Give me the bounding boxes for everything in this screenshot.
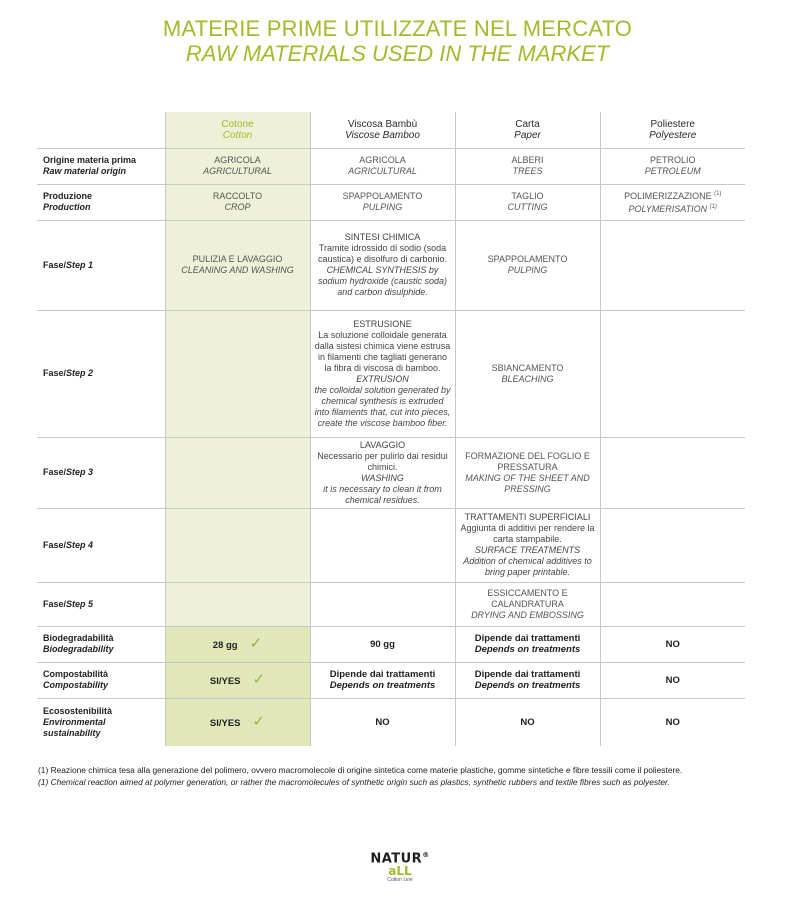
row-label: Origine materia prima Raw material origin xyxy=(37,148,165,184)
cell: NO xyxy=(665,716,680,728)
check-icon: ✓ xyxy=(252,712,266,730)
cell: NO xyxy=(310,698,455,746)
row-step2 xyxy=(37,310,745,437)
col-cotton: Cotone Cotton xyxy=(165,112,310,148)
cell xyxy=(600,437,745,508)
cell xyxy=(600,582,745,626)
cell: SPAPPOLAMENTO PULPING xyxy=(455,220,600,310)
cell: FORMAZIONE DEL FOGLIO E PRESSATURA MAKING OF THE SHEET AND PRESSING xyxy=(455,437,600,508)
row-label: Fase/Step 4 xyxy=(37,508,165,582)
corner-cell xyxy=(37,112,165,148)
cell: AGRICOLA AGRICULTURAL xyxy=(165,148,310,184)
cell: Dipende dai trattamenti Depends on treatments xyxy=(455,662,600,698)
row-step5 xyxy=(37,582,745,626)
footnote-it: (1) Reazione chimica tesa alla generazione del polimero, ovvero macromolecole di origine sintetica come materie plastiche, gomme sintetiche e fibre tessili come il poliestere. xyxy=(38,765,683,775)
cell xyxy=(310,582,455,626)
row-label: Biodegradabilità Biodegradability xyxy=(37,626,165,662)
col-polyester: Poliestere Polyestere xyxy=(600,112,745,148)
row-label: Compostabilità Compostability xyxy=(37,662,165,698)
cell xyxy=(600,220,745,310)
cell: ESSICCAMENTO E CALANDRATURA DRYING AND EMBOSSING xyxy=(455,582,600,626)
cell: RACCOLTO CROP xyxy=(165,184,310,220)
row-label: Fase/Step 2 xyxy=(37,310,165,437)
cell: Dipende dai trattamenti Depends on treatments xyxy=(455,626,600,662)
cell: NO xyxy=(600,626,745,662)
col-paper: Carta Paper xyxy=(455,112,600,148)
cell: SINTESI CHIMICA Tramite idrossido di sodio (soda caustica) e disolfuro di carbonio. CHEMICAL SYNTHESIS by sodium hydroxide (caustic soda) and carbon disulphide. xyxy=(310,220,455,310)
cell: SI/YES ✓ xyxy=(165,662,310,698)
cell: LAVAGGIO Necessario per pulirlo dai residui chimici. WASHING it is necessary to clean it from chemical residues. xyxy=(310,437,455,508)
row-label: Fase/Step 5 xyxy=(37,582,165,626)
page-title: MATERIE PRIME UTILIZZATE NEL MERCATO xyxy=(162,16,633,41)
materials-table xyxy=(37,112,745,746)
brand-logo: NATUR® aLL Cotton Line xyxy=(370,851,430,884)
row-origin xyxy=(37,148,745,184)
page-subtitle: RAW MATERIALS USED IN THE MARKET xyxy=(185,41,610,66)
cell: SI/YES ✓ xyxy=(165,698,310,746)
row-step4 xyxy=(37,508,745,582)
cell: 90 gg xyxy=(310,626,455,662)
row-label: Fase/Step 3 xyxy=(37,437,165,508)
cell: TRATTAMENTI SUPERFICIALI Aggiunta di additivi per rendere la carta stampabile. SURFACE TREATMENTS Addition of chemical additives to bring paper printable. xyxy=(455,508,600,582)
row-step1 xyxy=(37,220,745,310)
cell: PETROLIO PETROLEUM xyxy=(600,148,745,184)
row-sustainability xyxy=(37,698,745,746)
cell: ALBERI TREES xyxy=(455,148,600,184)
cell: ESTRUSIONE La soluzione colloidale generata dalla sistesi chimica viene estrusa in filamenti che tagliati generano la fibra di viscosa di bamboo. EXTRUSION the colloidal solution generated by chemical synthesis is extruded into filaments that, cut into pieces, create the viscose bamboo fiber. xyxy=(310,310,455,437)
cell: SBIANCAMENTO BLEACHING xyxy=(455,310,600,437)
cell: NO xyxy=(455,698,600,746)
cell xyxy=(600,508,745,582)
row-compostability xyxy=(37,662,745,698)
cell xyxy=(165,582,310,626)
cell: PULIZIA E LAVAGGIO CLEANING AND WASHING xyxy=(165,220,310,310)
cell xyxy=(165,508,310,582)
cell: Dipende dai trattamenti Depends on treatments xyxy=(310,662,455,698)
col-bamboo: Viscosa Bambù Viscose Bamboo xyxy=(310,112,455,148)
cell xyxy=(600,310,745,437)
row-step3 xyxy=(37,437,745,508)
header-row xyxy=(37,112,745,148)
cell: TAGLIO CUTTING xyxy=(455,184,600,220)
check-icon: ✓ xyxy=(252,670,266,688)
cell: AGRICOLA AGRICULTURAL xyxy=(310,148,455,184)
cell xyxy=(165,437,310,508)
row-production xyxy=(37,184,745,220)
cell xyxy=(165,310,310,437)
row-biodegradability xyxy=(37,626,745,662)
cell: NO xyxy=(600,662,745,698)
cell: 28 gg ✓ xyxy=(165,626,310,662)
footnote-en: (1) Chemical reaction aimed at polymer generation, or rather the macromolecules of synthetic origin such as plastics, synthetic rubbers and textile fibres such as polyester. xyxy=(38,777,670,787)
check-icon: ✓ xyxy=(249,634,263,652)
row-label: Fase/Step 1 xyxy=(37,220,165,310)
cell xyxy=(310,508,455,582)
cell: SPAPPOLAMENTO PULPING xyxy=(310,184,455,220)
row-label: Ecosostenibilità Environmental sustainability xyxy=(37,698,165,746)
cell: POLIMERIZZAZIONE $^{(1)}$ POLYMERISATION $^{(1)}$ xyxy=(600,184,745,220)
row-label: Produzione Production xyxy=(37,184,165,220)
